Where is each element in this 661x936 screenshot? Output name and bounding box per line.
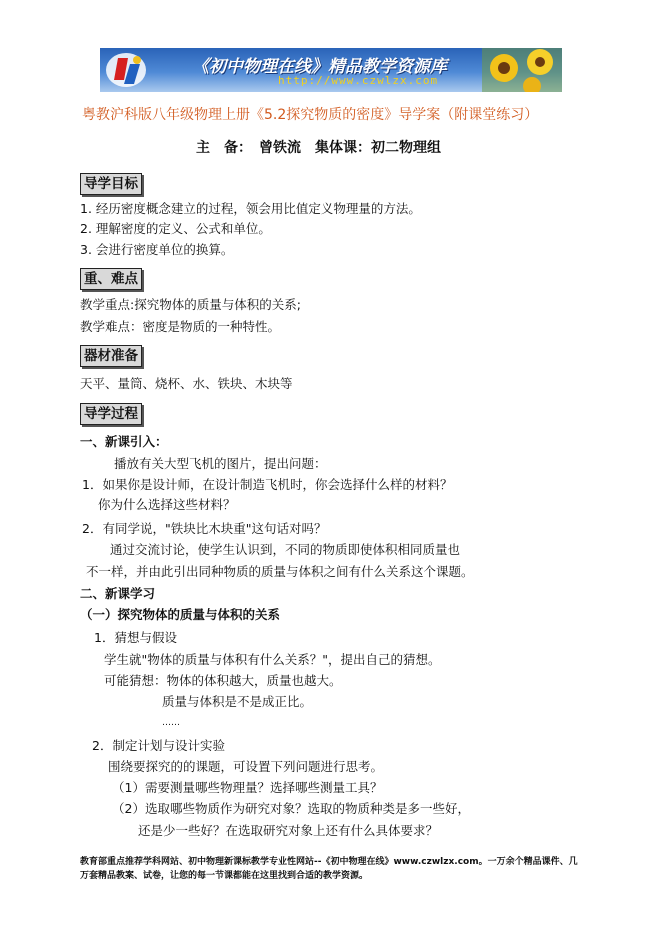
section-heading-focus: 重、难点	[80, 268, 142, 290]
banner-url: http://www.czwlzx.com	[278, 74, 439, 87]
discussion-line-1: 通过交流讨论，使学生认识到，不同的物质即使体积相同质量也	[110, 542, 461, 557]
logo-icon	[104, 50, 150, 90]
think-question-2a: （2）选取哪些物质作为研究对象？选取的物质种类是多一些好，	[112, 801, 470, 816]
step-2-text: 围绕要探究的的课题，可设置下列问题进行思考。	[108, 759, 384, 774]
discussion-line-2: 不一样，并由此引出同种物质的质量与体积之间有什么关系这个课题。	[86, 564, 474, 579]
step-1-text: 学生就"物体的质量与体积有什么关系？"，提出自己的猜想。	[104, 652, 441, 667]
goal-item-2: 2. 理解密度的定义、公式和单位。	[80, 221, 271, 236]
question-2: 2．有同学说，"铁块比木块重"这句话对吗？	[82, 521, 327, 536]
part1-title: 一、新课引入：	[80, 434, 168, 449]
section-heading-goals: 导学目标	[80, 173, 142, 195]
intro-text: 播放有关大型飞机的图片，提出问题：	[114, 456, 327, 471]
equipment-list: 天平、量筒、烧杯、水、铁块、木块等	[80, 376, 293, 391]
guess-1: 可能猜想：物体的体积越大，质量也越大。	[104, 673, 342, 688]
think-question-1: （1）需要测量哪些物理量？选择哪些测量工具？	[112, 780, 383, 795]
question-1b: 你为什么选择这些材料？	[98, 497, 236, 512]
footer-note: 教育部重点推荐学科网站、初中物理新课标教学专业性网站--《初中物理在线》www.czwlzx.com。一万余个精品课件、几万套精品教案、试卷，让您的每一节课都能在这里找到合适的教学资源。	[80, 857, 578, 881]
goal-item-3: 3. 会进行密度单位的换算。	[80, 242, 234, 257]
guess-2: 质量与体积是不是成正比。	[162, 694, 313, 709]
banner-title: 《初中物理在线》精品教学资源库	[192, 57, 447, 77]
part2-title: 二、新课学习	[80, 586, 156, 601]
step-2-title: 2．制定计划与设计实验	[92, 738, 225, 753]
think-question-2b: 还是少一些好？在选取研究对象上还有什么具体要求？	[138, 823, 439, 838]
sunflower-icon	[482, 48, 562, 92]
step-1-title: 1．猜想与假设	[94, 630, 177, 645]
section-heading-equipment: 器材准备	[80, 345, 142, 367]
banner	[100, 48, 562, 92]
ellipsis: ……	[162, 718, 180, 728]
question-1a: 1．如果你是设计师，在设计制造飞机时，你会选择什么样的材料？	[82, 477, 453, 492]
difficulty: 教学难点：密度是物质的一种特性。	[80, 319, 281, 334]
subsection-title: （一）探究物体的质量与体积的关系	[80, 607, 281, 622]
document-author: 主 备： 曾铁流 集体课：初二物理组	[196, 140, 441, 156]
document-title: 粤教沪科版八年级物理上册《5.2探究物质的密度》导学案（附课堂练习）	[82, 107, 539, 123]
goal-item-1: 1. 经历密度概念建立的过程，领会用比值定义物理量的方法。	[80, 201, 421, 216]
key-point: 教学重点:探究物体的质量与体积的关系;	[80, 297, 301, 312]
section-heading-process: 导学过程	[80, 403, 142, 425]
